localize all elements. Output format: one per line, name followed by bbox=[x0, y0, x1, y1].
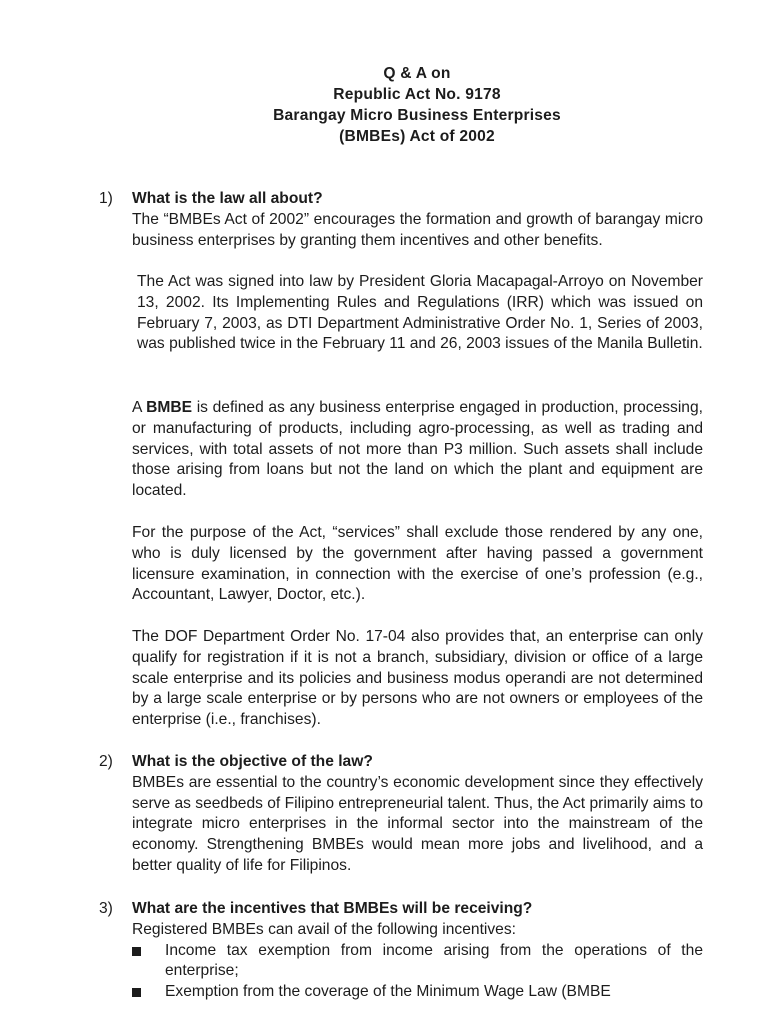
paragraph-dof-order: The DOF Department Order No. 17-04 also provides that, an enterprise can only qualify for registration if it is not a branch, subsidiary, division or office of a large scale enterprise and its policies and business modus operandi are not determined by a large scale enterprise or by persons who are not owners or employees of the enterprise (i.e., franchises). bbox=[132, 628, 703, 729]
title-line-4: (BMBEs) Act of 2002 bbox=[339, 128, 495, 145]
question-3-heading: What are the incentives that BMBEs will be receiving? bbox=[132, 900, 533, 917]
bmbe-term: BMBE bbox=[146, 399, 193, 416]
paragraph-signed-into-law: The Act was signed into law by President Gloria Macapagal-Arroyo on November 13, 2002. Its Implementing Rules and Regulations (IRR) which was issued on February 7, 2003, as DTI Department Administrative Order No. 1, Series of 2003, was published twice in the February 11 and 26, 2003 issues of the Manila Bulletin. bbox=[137, 273, 703, 353]
square-bullet-icon bbox=[132, 988, 141, 997]
question-1-intro: The “BMBEs Act of 2002” encourages the formation and growth of barangay micro business enterprises by granting them incentives and other benefits. bbox=[132, 210, 703, 249]
question-1-number: 1) bbox=[99, 190, 113, 207]
incentive-text-2: Exemption from the coverage of the Minimum Wage Law (BMBE bbox=[165, 983, 611, 1001]
incentive-bullet-2 bbox=[132, 982, 703, 1003]
question-1-heading: What is the law all about? bbox=[132, 190, 323, 207]
question-1-body bbox=[132, 189, 703, 251]
title-line-2: Republic Act No. 9178 bbox=[333, 86, 501, 103]
square-bullet-icon bbox=[132, 947, 141, 956]
incentive-text-1: Income tax exemption from income arising from the operations of the enterprise; bbox=[165, 941, 703, 980]
document-title bbox=[0, 63, 768, 147]
question-3-intro: Registered BMBEs can avail of the following incentives: bbox=[132, 920, 516, 938]
paragraph-bmbe-definition bbox=[132, 398, 703, 502]
question-3-number: 3) bbox=[99, 900, 113, 917]
incentive-bullet-1 bbox=[132, 941, 703, 983]
title-line-1: Q & A on bbox=[383, 65, 451, 82]
bmbe-definition-text: is defined as any business enterprise engaged in production, processing, or manufacturing of products, including agro-processing, as well as trading and services, with total assets of not more than P3 million. Such assets shall include those arising from loans but not the land on which the plant and equipment are located. bbox=[132, 399, 703, 500]
question-2-heading: What is the objective of the law? bbox=[132, 753, 373, 770]
bmbe-prefix: A bbox=[132, 399, 142, 416]
question-3-body bbox=[132, 899, 703, 1003]
question-2-text: BMBEs are essential to the country’s economic development since they effectively serve as seedbeds of Filipino entrepreneurial talent. Thus, the Act primarily aims to integrate micro enterprises in the informal sector into the mainstream of the economy. Strengthening BMBEs would mean more jobs and livelihood, and a better quality of life for Filipinos. bbox=[132, 773, 703, 874]
title-line-3: Barangay Micro Business Enterprises bbox=[273, 107, 561, 124]
question-2-number: 2) bbox=[99, 753, 113, 770]
question-2-body bbox=[132, 752, 703, 877]
paragraph-services-exclusion: For the purpose of the Act, “services” shall exclude those rendered by any one, who is duly licensed by the government after having passed a government licensure examination, in connection with the exercise of one’s profession (e.g., Accountant, Lawyer, Doctor, etc.). bbox=[132, 524, 703, 604]
